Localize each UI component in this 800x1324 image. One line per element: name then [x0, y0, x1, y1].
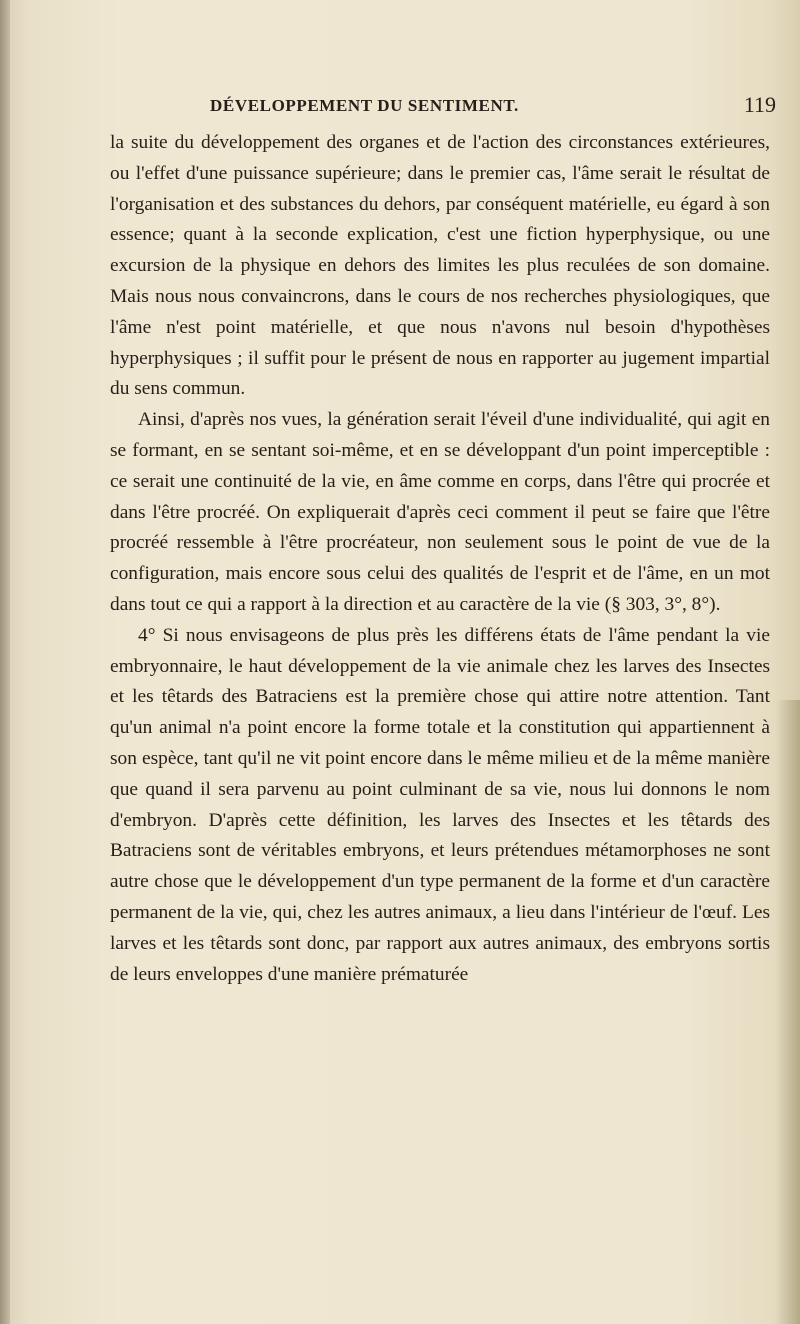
paragraph-embryonic-life: 4° Si nous envisageons de plus près les différens états de l'âme pendant la vie embryonnaire, le haut développement de la vie animale chez les larves des Insectes et les têtards des Batraciens est la première chose qui attire notre attention. Tant qu'un animal n'a point encore la forme totale et la constitution qui appartiennent à son espèce, tant qu'il ne vit point encore dans le même milieu et de la même manière que quand il sera parvenu au point culminant de sa vie, nous lui donnons le nom d'embryon. D'après cette définition, les larves des Insectes et les têtards des Batraciens sont de véritables embryons, et leurs prétendues métamorphoses ne sont autre chose que le développement d'un type permanent de la forme et d'un caractère permanent de la vie, qui, chez les autres animaux, a lieu dans l'intérieur de l'œuf. Les larves et les têtards sont donc, par rapport aux autres animaux, des embryons sortis de leurs enveloppes d'une manière prématurée: [110, 624, 770, 985]
running-title: DÉVELOPPEMENT DU SENTIMENT.: [210, 96, 519, 115]
page-number: 119: [743, 92, 776, 117]
body-text: [110, 128, 770, 990]
page-edge-shadow: [776, 700, 800, 1324]
paragraph-generation: Ainsi, d'après nos vues, la génération serait l'éveil d'une individualité, qui agit en se formant, en se sentant soi-même, et en se développant d'un point imperceptible : ce serait une continuité de la vie, en âme comme en corps, dans l'être qui procrée et dans l'être procréé. On expliquerait d'après ceci comment il peut se faire que l'être procréé ressemble à l'être procréateur, non seulement sous le point de vue de la configuration, mais encore sous celui des qualités de l'esprit et de l'âme, en un mot dans tout ce qui a rapport à la direction et au caractère de la vie (§ 303, 3°, 8°).: [110, 409, 770, 615]
running-head: [100, 92, 776, 122]
paragraph-continuation: la suite du développement des organes et de l'action des circonstances extérieures, ou l'effet d'une puissance supérieure; dans le premier cas, l'âme serait le résultat de l'organisation et des substances du dehors, par conséquent matérielle, eu égard à son essence; quant à la seconde explication, c'est une fiction hyperphysique, ou une excursion de la physique en dehors des limites les plus reculées de son domaine. Mais nous nous convaincrons, dans le cours de nos recherches physiologiques, que l'âme n'est point matérielle, et que nous n'avons nul besoin d'hypothèses hyperphysiques ; il suffit pour le présent de nous en rapporter au jugement impartial du sens commun.: [110, 132, 770, 400]
page-gutter: [0, 0, 10, 1324]
